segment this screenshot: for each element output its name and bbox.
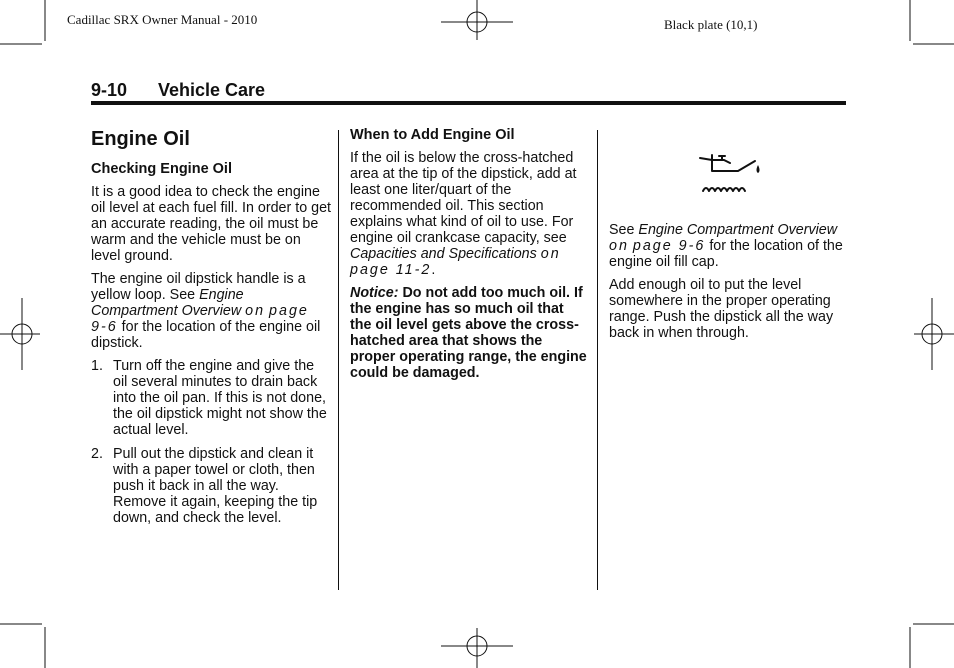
notice-paragraph: Notice: Do not add too much oil. If the engine has so much oil that the oil level gets above the cross-hatched area that shows the proper operating range, the engine could be damaged. bbox=[350, 285, 587, 381]
heading-rule bbox=[91, 101, 846, 105]
paragraph: See Engine Compartment Overview on page 9-6 for the location of the engine oil fill cap. bbox=[609, 222, 843, 270]
paragraph: It is a good idea to check the engine oil level at each fuel fill. In order to get an accurate reading, the oil must be warm and the vehicle must be on level ground. bbox=[91, 184, 332, 264]
page-title: Engine Oil bbox=[91, 128, 190, 150]
steps-list bbox=[91, 358, 331, 526]
column-divider bbox=[338, 130, 339, 590]
cross-reference-link[interactable]: Engine Compartment Overview on page 9-6 bbox=[609, 222, 838, 254]
cross-reference-link[interactable]: Capacities and Specifications on page 11-2 bbox=[350, 246, 561, 278]
subsection-heading: When to Add Engine Oil bbox=[350, 127, 515, 143]
list-item: 1. Turn off the engine and give the oil several minutes to drain back into the oil pan. If this is not done, the oil dipstick might not show the actual level. bbox=[91, 358, 327, 438]
column-1 bbox=[91, 126, 331, 534]
oil-can-icon bbox=[697, 151, 763, 197]
column-3 bbox=[609, 222, 846, 348]
manual-title: Cadillac SRX Owner Manual - 2010 bbox=[67, 12, 258, 27]
cross-reference-link[interactable]: Engine Compartment Overview on page 9-6 bbox=[91, 287, 309, 335]
running-head bbox=[91, 80, 265, 101]
page-number: 9-10 bbox=[91, 80, 128, 100]
section-title: Vehicle Care bbox=[158, 80, 266, 100]
notice-label: Notice: bbox=[350, 285, 399, 301]
paragraph: If the oil is below the cross-hatched area at the tip of the dipstick, add at least one liter/quart of the recommended oil. This section explains what kind of oil to use. For engine oil crankcase capacity, see Capacities and Specifications on page 11-2. bbox=[350, 150, 577, 278]
list-item: 2. Pull out the dipstick and clean it with a paper towel or cloth, then push it back in all the way. Remove it again, keeping the tip down, and check the level. bbox=[91, 446, 318, 526]
column-2 bbox=[350, 126, 588, 388]
paragraph: Add enough oil to put the level somewhere in the proper operating range. Push the dipstick all the way back in when through. bbox=[609, 277, 834, 341]
subsection-heading: Checking Engine Oil bbox=[91, 161, 232, 177]
plate-label: Black plate (10,1) bbox=[664, 17, 758, 32]
column-divider bbox=[597, 130, 598, 590]
paragraph: The engine oil dipstick handle is a yellow loop. See Engine Compartment Overview on page 9-6 for the location of the engine oil dipstick. bbox=[91, 271, 321, 351]
